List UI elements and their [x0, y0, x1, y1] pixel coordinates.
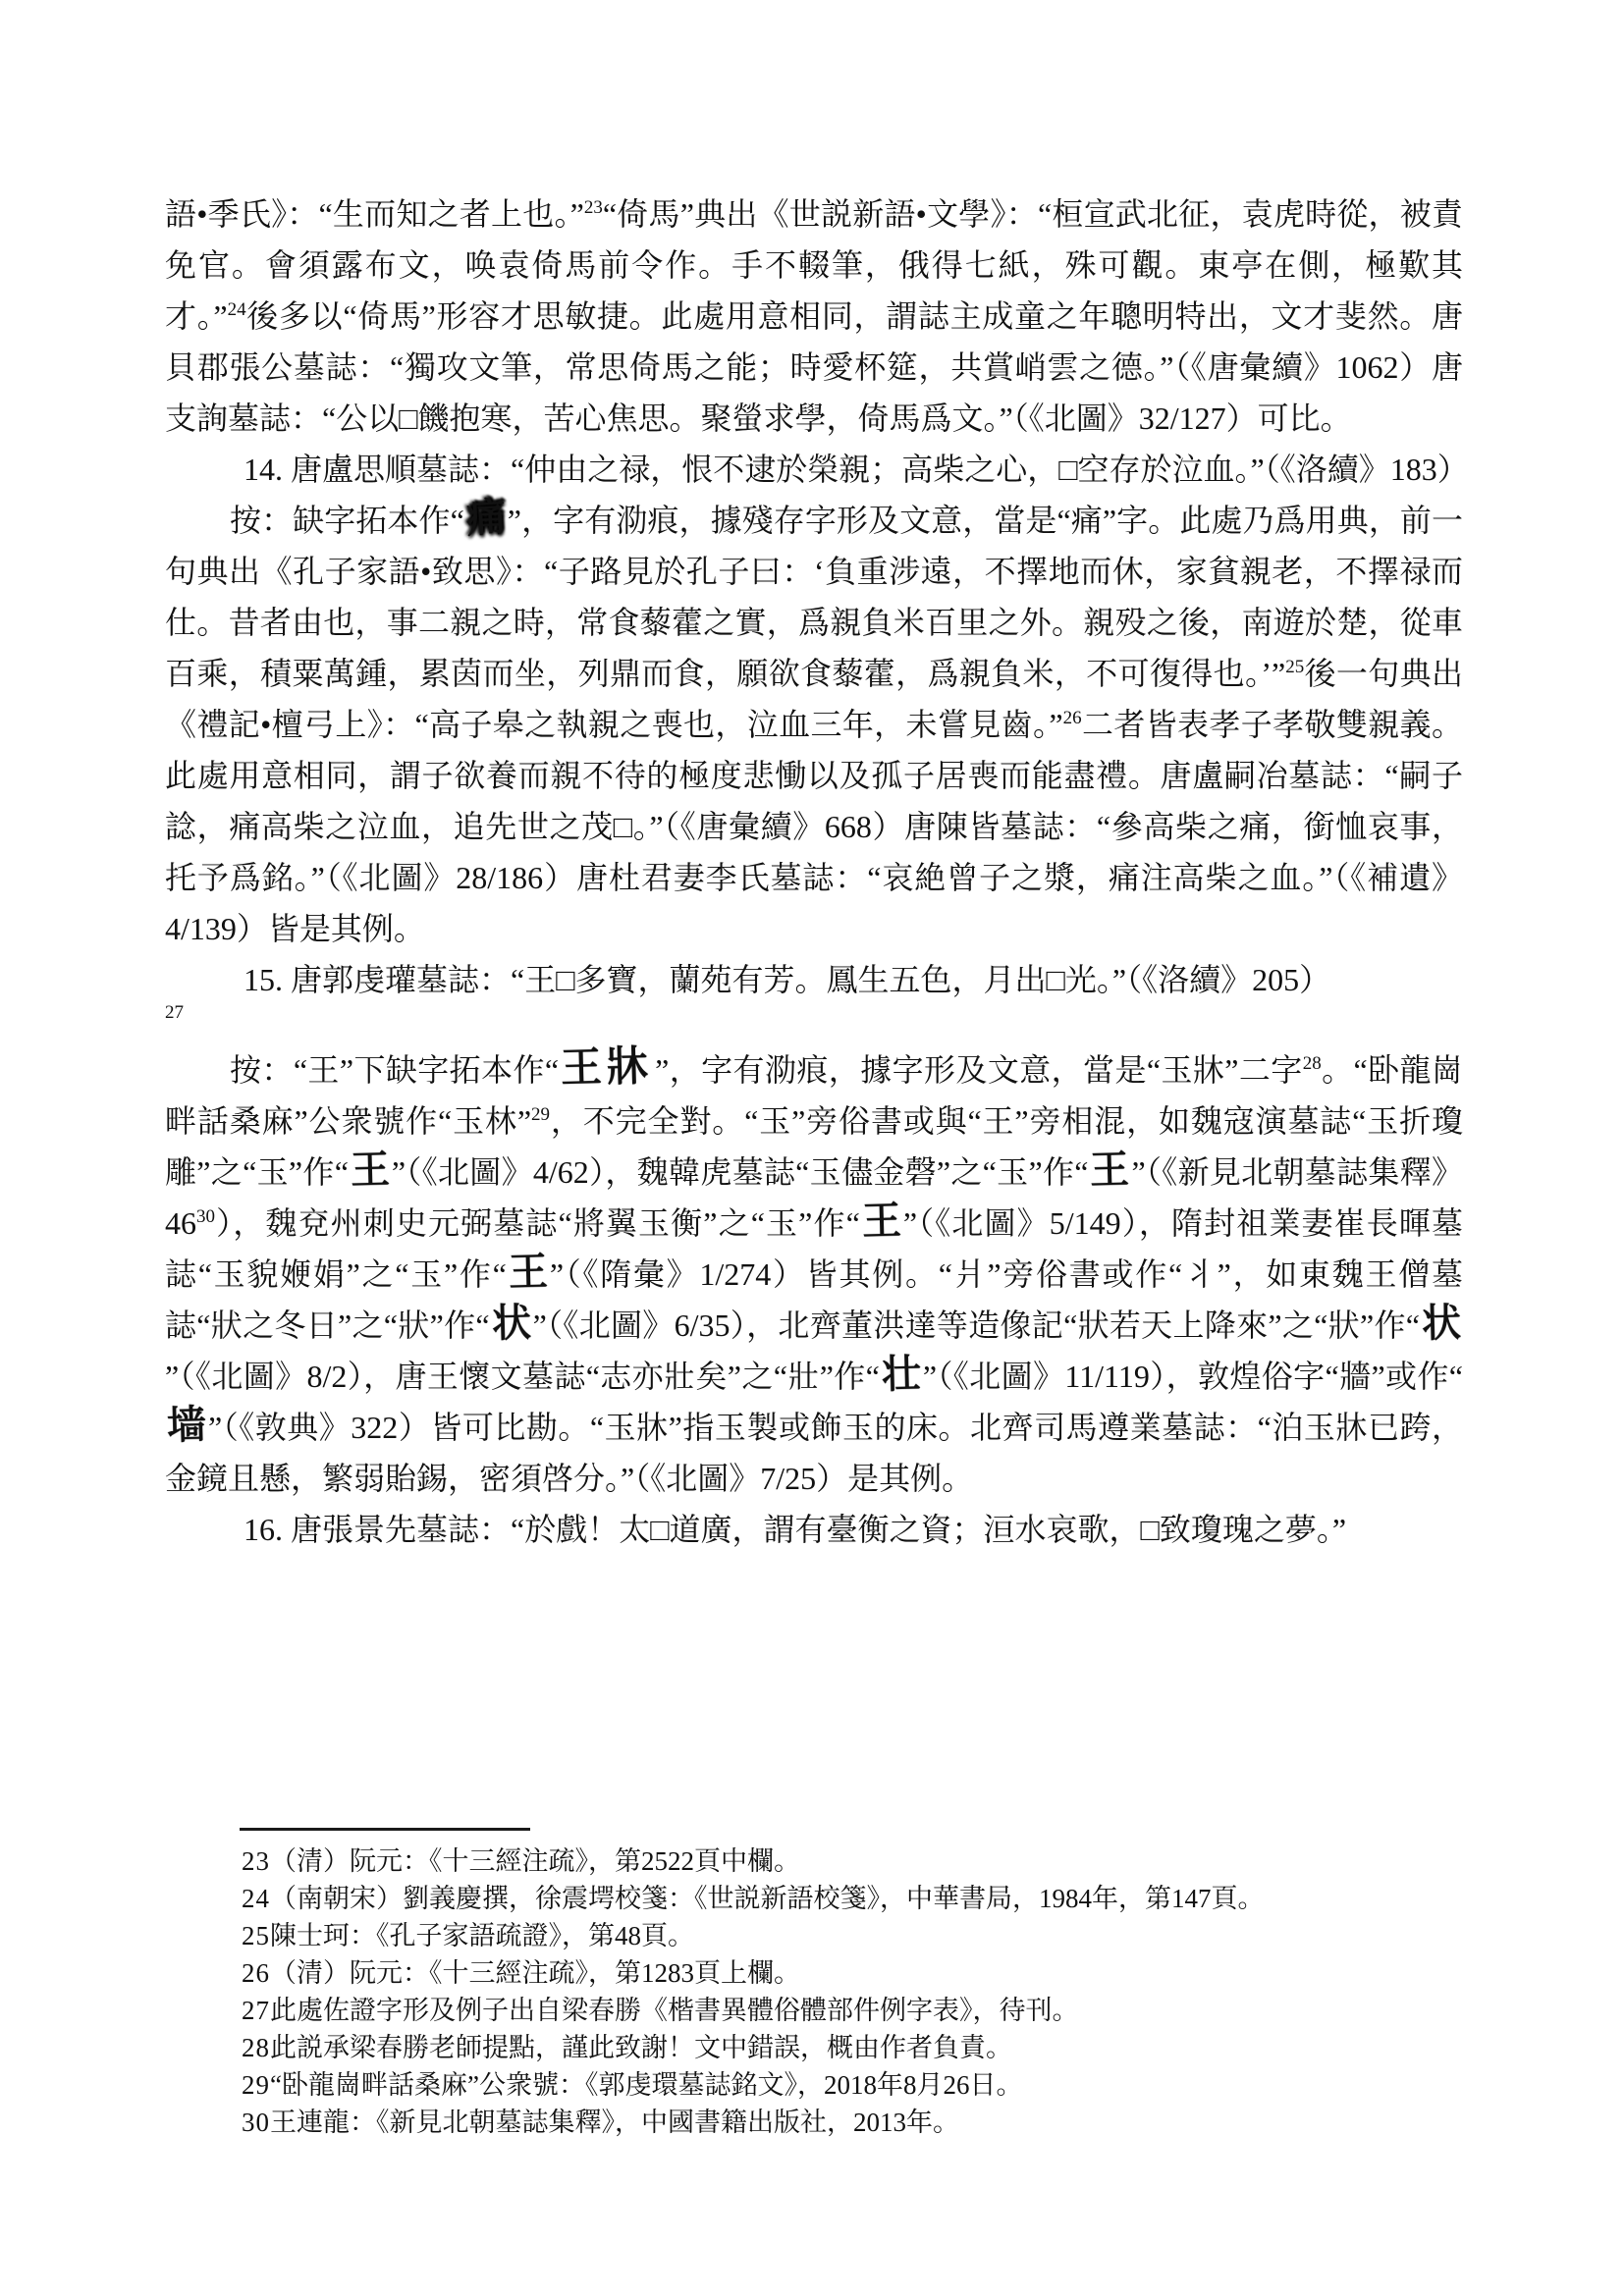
footnote-text: 陳士珂：《孔子家語疏證》，第48頁。: [270, 1921, 694, 1950]
rubbing-variant-wang-2-image: 王: [1089, 1147, 1131, 1193]
text-run: 按：缺字拓本作“: [230, 503, 464, 538]
paragraph-note-15: [165, 1044, 1463, 1504]
paragraph-item-16: [165, 1504, 1463, 1555]
rubbing-glyphs-yu-chuang-image: 王牀: [560, 1043, 654, 1093]
footnote-text: （清）阮元：《十三經注疏》，第1283頁上欄。: [270, 1958, 800, 1988]
rubbing-variant-wang-1-image: 王: [350, 1147, 391, 1193]
text-run: ”（《隋彙》1/274）皆其例。“爿”旁俗書或作“丬”，如東魏王僧墓誌“狀之冬日”之“狀”作“: [165, 1256, 1463, 1343]
footnote-23: [165, 1842, 1463, 1880]
footnote-ref-25: 25: [1285, 657, 1305, 677]
paragraph-continuation: [165, 188, 1463, 444]
rubbing-variant-zhuang-1-image: 状: [491, 1300, 532, 1346]
text-run: ”（《北圖》11/119），敦煌俗字“牆”或作“: [922, 1359, 1463, 1394]
rubbing-variant-wang-3-image: 王: [861, 1198, 902, 1244]
paragraph-footnote-ref-27-wrapped: [165, 1002, 1463, 1044]
footnote-ref-30: 30: [196, 1206, 215, 1227]
footnote-text: 王連龍：《新見北朝墓誌集釋》，中國書籍出版社，2013年。: [270, 2108, 959, 2137]
footnote-number: 30: [242, 2108, 270, 2137]
rubbing-variant-zhuang-2-image: 状: [1421, 1300, 1462, 1346]
text-run: ”（《新見北朝墓誌集釋》46: [165, 1154, 1463, 1241]
rubbing-variant-zhuang-3-image: 壮: [881, 1351, 922, 1397]
footnote-text: （南朝宋）劉義慶撰，徐震堮校箋：《世説新語校箋》，中華書局，1984年，第147頁。: [270, 1884, 1265, 1913]
paragraph-item-14: [165, 444, 1469, 495]
text-run: 16. 唐張景先墓誌：“於戲！太□道廣，謂有臺衡之資；洹水哀歌，□致瓊瑰之夢。”: [244, 1512, 1347, 1547]
text-run: 語•季氏》：“生而知之者上也。”: [165, 196, 584, 232]
footnote-27: [165, 1992, 1463, 2029]
footnote-number: 27: [242, 1996, 270, 2025]
footnote-separator-rule: [240, 1828, 530, 1831]
text-run: ，不完全對。“玉”旁俗書或與“王”旁相混，如魏寇演墓誌“玉折瓊雕”之“玉”作“: [165, 1103, 1463, 1190]
text-run: 15. 唐郭虔瓘墓誌：“王□多寶，蘭苑有芳。鳳生五色，月出□光。”（《洛續》205）: [244, 962, 1331, 997]
rubbing-variant-qiang-image: 墙: [166, 1402, 207, 1448]
footnote-number: 23: [242, 1846, 270, 1876]
text-run: “倚馬”典出《世説新語•文學》：“桓宣武北征，袁虎時從，被責免官。會須露布文，唤袁倚馬前令作。手不輟筆，俄得七紙，殊可觀。東亭在側，極歎其才。”: [165, 196, 1463, 334]
text-run: 。“卧龍崗畔話桑麻”公衆號作“玉林”: [165, 1052, 1463, 1139]
text-run: ”（《北圖》5/149），隋封祖業妻崔長暉墓誌“玉貌㛹娟”之“玉”作“: [165, 1205, 1463, 1292]
paragraph-item-15: [165, 954, 1463, 1005]
footnote-text: “卧龍崗畔話桑麻”公衆號：《郭虔環墓誌銘文》，2018年8月26日。: [270, 2070, 1023, 2100]
footnote-ref-29: 29: [531, 1104, 551, 1125]
paragraph-note-14: [165, 495, 1463, 954]
footnote-ref-28: 28: [1302, 1053, 1322, 1074]
text-run: ”（《北圖》6/35），北齊董洪達等造像記“狀若天上降來”之“狀”作“: [532, 1308, 1420, 1343]
text-run: 後一句典出《禮記•檀弓上》：“高子皋之執親之喪也，泣血三年，未嘗見齒。”: [165, 656, 1463, 742]
text-run: 二者皆表孝子孝敬雙親義。此處用意相同，謂子欲養而親不待的極度悲慟以及孤子居喪而能盡禮。唐盧嗣冶墓誌：“嗣子諗，痛高柴之泣血，追先世之茂□。”（《唐彙續》668）唐陳皆墓誌：“參高柴之痛，銜恤哀事，托予爲銘。”（《北圖》28/186）唐杜君妻李氏墓誌：“哀絶曾子之漿，痛注高柴之血。”（《補遺》4/139）皆是其例。: [165, 707, 1463, 946]
footnote-ref-24: 24: [227, 299, 246, 320]
document-body-text: [165, 188, 1469, 1555]
footnote-number: 26: [242, 1958, 270, 1988]
footnote-ref-27: 27: [165, 1002, 184, 1023]
text-run: ”（《北圖》8/2），唐王懷文墓誌“志亦壯矣”之“壯”作“: [165, 1359, 880, 1394]
footnote-text: 此處佐證字形及例子出自梁春勝《楷書異體俗體部件例字表》，待刊。: [270, 1996, 1079, 2025]
rubbing-variant-wang-4-image: 王: [508, 1249, 549, 1295]
text-run: 按：“王”下缺字拓本作“: [230, 1052, 560, 1088]
footnote-24: [165, 1880, 1463, 1917]
footnote-number: 25: [242, 1921, 270, 1950]
footnote-text: （清）阮元：《十三經注疏》，第2522頁中欄。: [270, 1846, 800, 1876]
footnote-number: 24: [242, 1884, 270, 1913]
illegible-rubbing-glyph-image: 痛: [464, 494, 507, 542]
footnote-ref-26: 26: [1062, 708, 1082, 728]
footnote-25: [165, 1917, 1463, 1954]
footnote-ref-23: 23: [583, 197, 603, 218]
footnotes-section: [165, 1828, 1463, 2141]
text-run: ”，字有泐痕，據字形及文意，當是“玉牀”二字: [655, 1052, 1303, 1088]
footnote-30: [165, 2104, 1463, 2141]
text-run: 14. 唐盧思順墓誌：“仲由之禄，恨不逮於榮親；高柴之心，□空存於泣血。”（《洛續》183）: [244, 452, 1469, 487]
footnote-text: 此説承梁春勝老師提點，謹此致謝！文中錯誤，概由作者負責。: [270, 2033, 1012, 2062]
text-run: ”，字有泐痕，據殘存字形及文意，當是“痛”字。此處乃爲用典，前一句典出《孔子家語•致思》：“子路見於孔子曰：‘負重涉遠，不擇地而休，家貧親老，不擇禄而仕。昔者由也，事二親之時，常食藜藿之實，爲親負米百里之外。親殁之後，南遊於楚，從車百乘，積粟萬鍾，累茵而坐，列鼎而食，願欲食藜藿，爲親負米，不可復得也。’”: [165, 503, 1463, 691]
text-run: ”（《敦典》322）皆可比勘。“玉牀”指玉製或飾玉的床。北齊司馬遵業墓誌：“泊玉牀已跨，金鏡且懸，繁弱貽錫，密須啓分。”（《北圖》7/25）是其例。: [165, 1410, 1463, 1496]
footnote-29: [165, 2066, 1463, 2104]
footnote-number: 29: [242, 2070, 270, 2100]
footnote-26: [165, 1954, 1463, 1992]
text-run: ），魏兗州刺史元弼墓誌“將翼玉衡”之“玉”作“: [215, 1205, 860, 1241]
footnote-number: 28: [242, 2033, 270, 2062]
text-run: 後多以“倚馬”形容才思敏捷。此處用意相同，謂誌主成童之年聰明特出，文才斐然。唐貝郡張公墓誌：“獨攻文筆，常思倚馬之能；時愛杯筵，共賞峭雲之德。”（《唐彙續》1062）唐支詢墓誌：“公以□饑抱寒，苦心焦思。聚螢求學，倚馬爲文。”（《北圖》32/127）可比。: [165, 298, 1463, 436]
footnote-28: [165, 2029, 1463, 2066]
text-run: ”（《北圖》4/62），魏韓虎墓誌“玉儘金磬”之“玉”作“: [391, 1154, 1089, 1190]
